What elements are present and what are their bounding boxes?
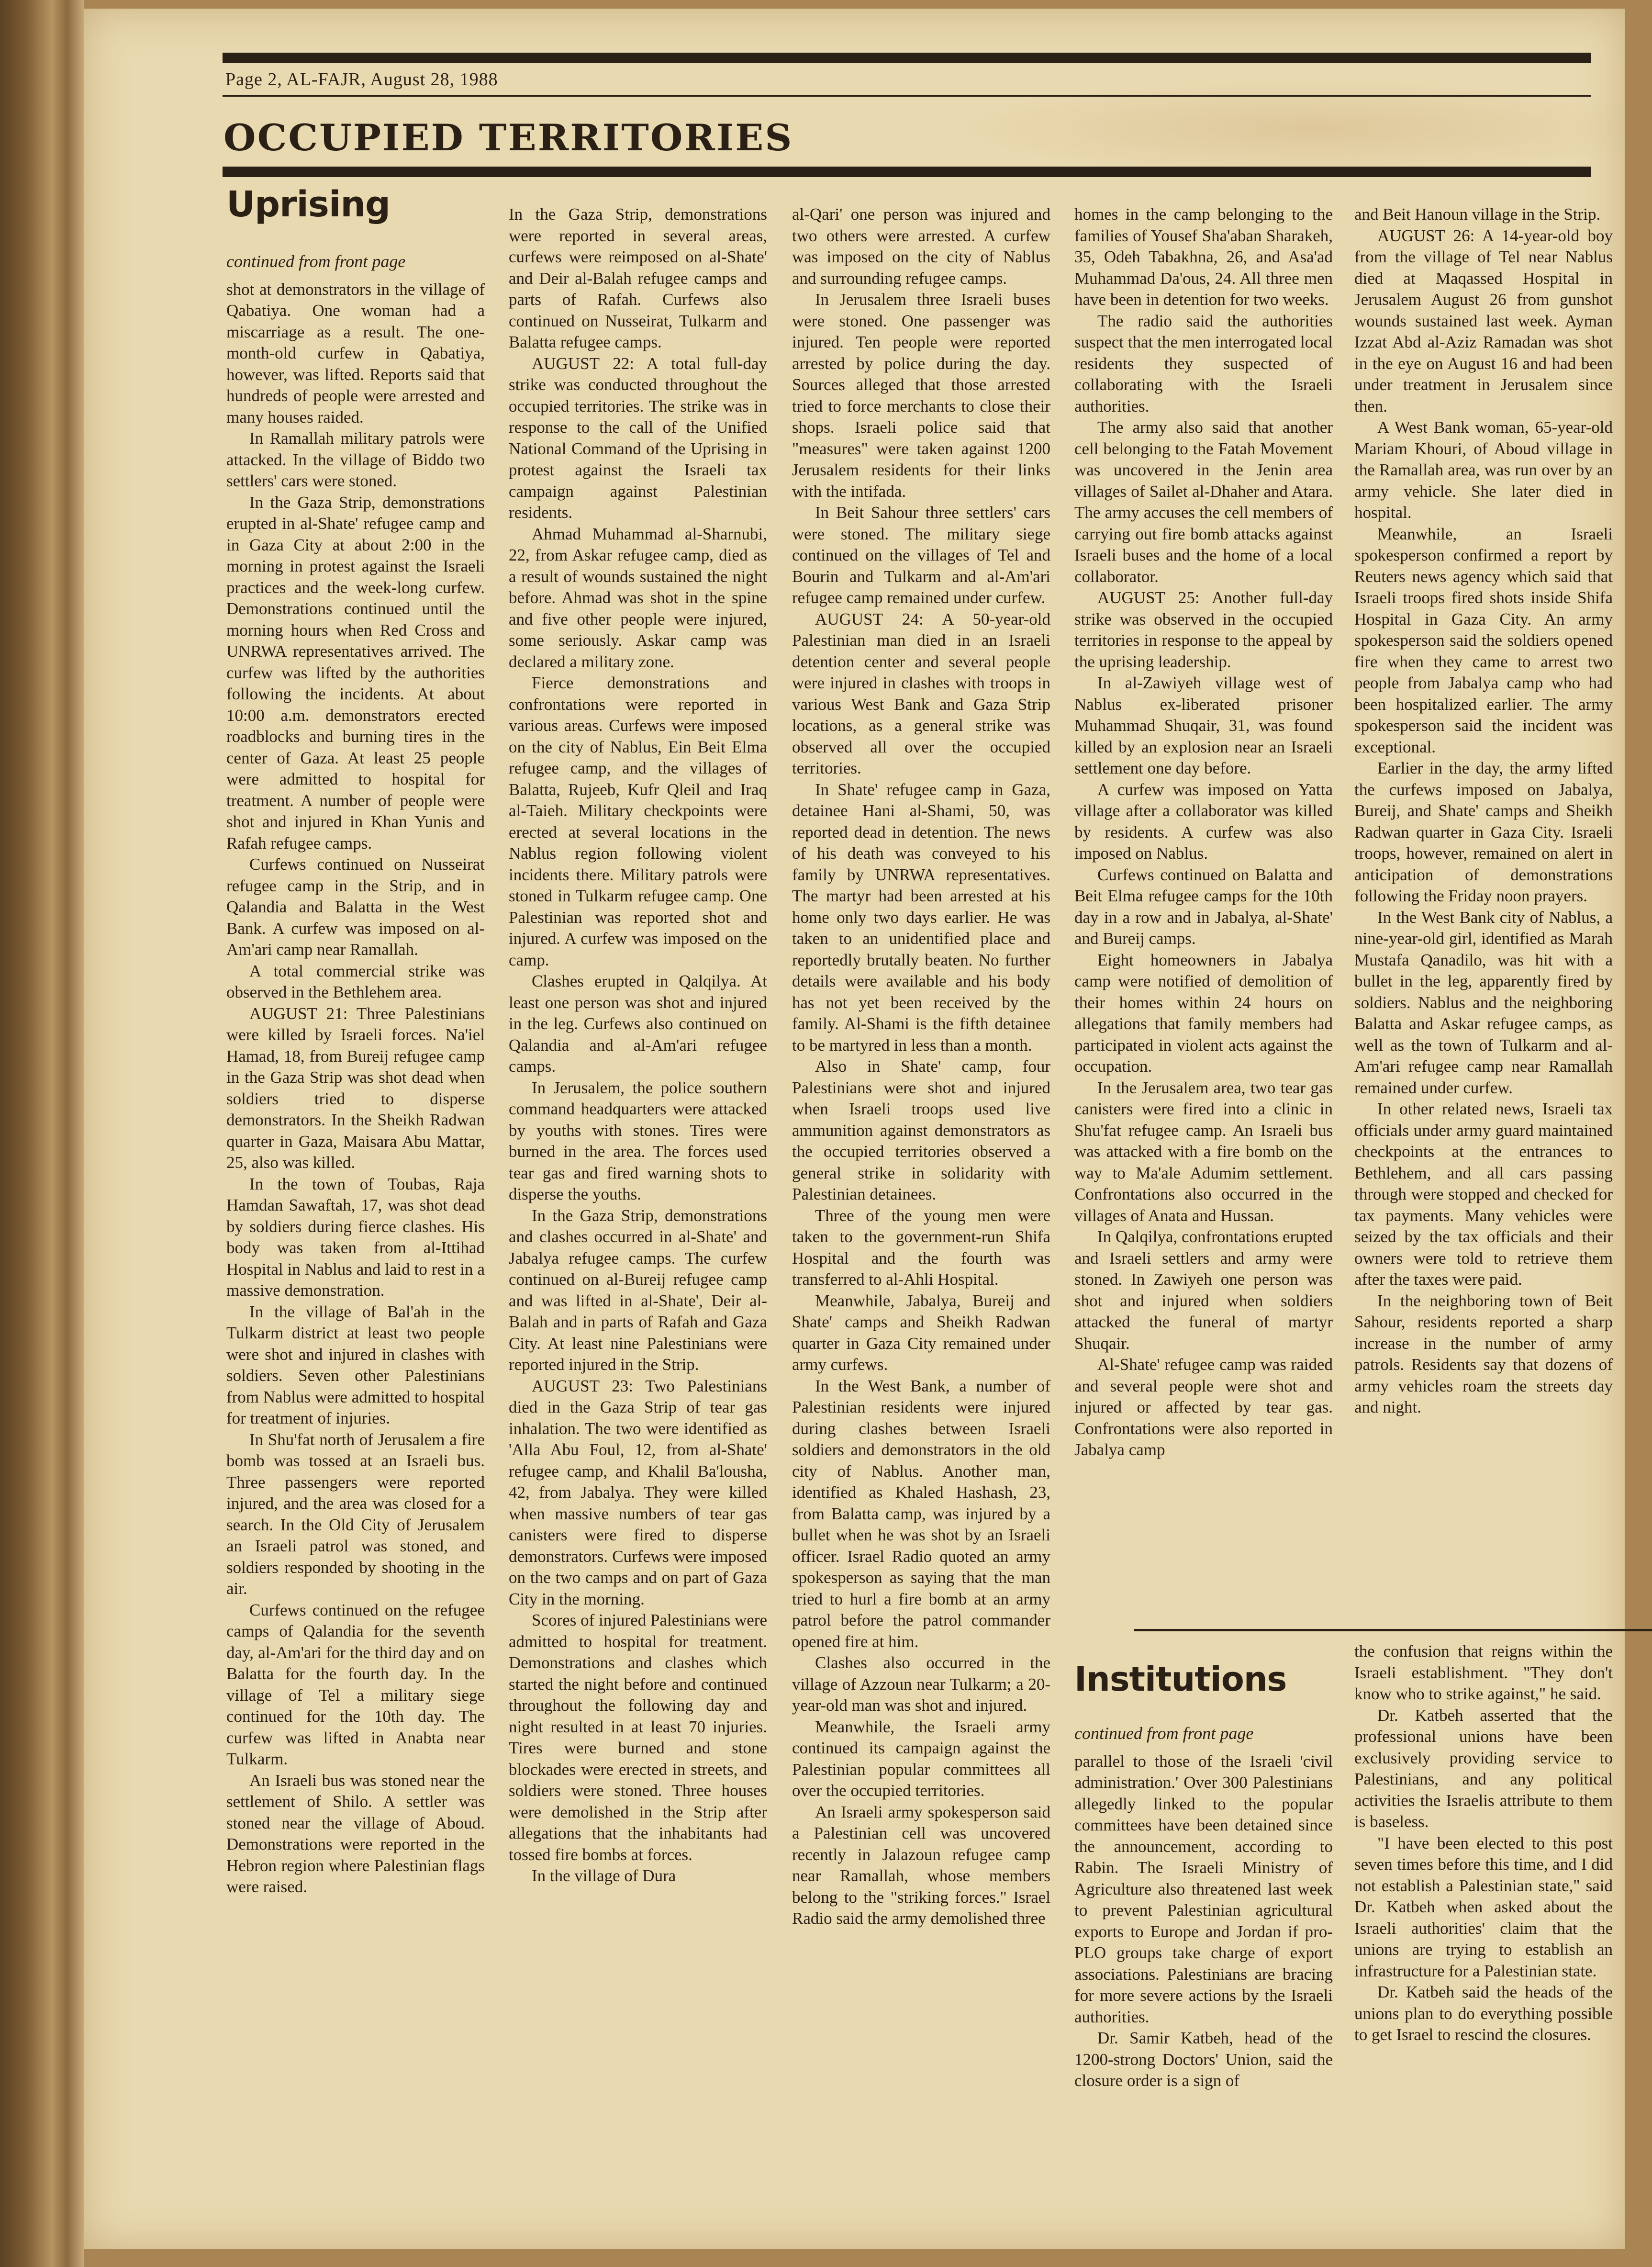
paragraph: In the Gaza Strip, demonstrations and clashes occurred in al-Shate' and Jabalya refugee camps. The curfew continued on al-Bureij refugee camp and was lifted in al-Shate', Deir al-Balah and in parts of Rafah and Gaza City. At least nine Palestinians were reported injured in the Strip. — [509, 1206, 767, 1374]
paragraph: Eight homeowners in Jabalya camp were notified of demolition of their homes within 24 hours on allegations that family members had participated in violent acts against the occupation. — [1074, 950, 1333, 1076]
paragraph: The army also said that another cell belonging to the Fatah Movement was uncovered in the Jenin area villages of Sailet al-Dhaher and Atara. The army accuses the cell members of carrying out fire bomb attacks against Israeli buses and the home of a local collaborator. — [1074, 418, 1333, 586]
paragraph: An Israeli bus was stoned near the settlement of Shilo. A settler was stoned near the village of Aboud. Demonstrations were reported in the Hebron region where Palestinian flags were raised. — [226, 1771, 485, 1896]
paragraph: In the Gaza Strip, demonstrations erupted in al-Shate' refugee camp and in Gaza City at about 2:00 in the morning in protest against the Israeli practices and the week-long curfew. Demonstrations continued until the morning hours when Red Cross and UNRWA representatives arrived. The curfew was lifted by the authorities following the incidents. At about 10:00 a.m. demonstrators erected roadblocks and burning tires in the center of Gaza. At least 25 people were admitted to hospital for treatment. A number of people were shot and injured in Khan Yunis and Rafah refugee camps. — [226, 493, 485, 853]
paragraph: In Jerusalem three Israeli buses were stoned. One passenger was injured. Ten people were reported arrested by police during the day. Sources alleged that those arrested tried to force merchants to close their shops. Israeli police said that "measures" were taken against 1200 Jerusalem residents for their links with the intifada. — [792, 290, 1050, 501]
paragraph: In Beit Sahour three settlers' cars were stoned. The military siege continued on the villages of Tel and Bourin and Tulkarm and al-Am'ari refugee camp remained under curfew. — [792, 503, 1050, 607]
paragraph: In Qalqilya, confrontations erupted and Israeli settlers and army were stoned. In Zawiyeh one person was shot and injured when soldiers attacked the funeral of martyr Shuqair. — [1074, 1227, 1333, 1353]
uprising-column-4 — [1074, 204, 1333, 1640]
institutions-continued-line: continued from front page — [1074, 1724, 1254, 1743]
paragraph: parallel to those of the Israeli 'civil administration.' Over 300 Palestinians allegedly linked to the popular committees have been detained since the announcement, according to Rabin. The Israeli Ministry of Agriculture also threatened last week to prevent Palestinian agricultural exports to Europe and Jordan if pro-PLO groups take charge of export associations. Palestinians are bracing for more severe actions by the Israeli authorities. — [1074, 1751, 1333, 2026]
column-body — [792, 204, 1050, 1930]
paragraph: Meanwhile, an Israeli spokesperson confirmed a report by Reuters news agency which said that Israeli troops fired shots inside Shifa Hospital in Gaza City. An army spokesperson said the soldiers opened fire when they came to arrest two people from Jabalya camp who had been hospitalized earlier. The army spokesperson said the incident was exceptional. — [1354, 524, 1613, 756]
institutions-column-2 — [1354, 1641, 1613, 2172]
paragraph: homes in the camp belonging to the families of Yousef Sha'aban Sharakeh, 35, Odeh Tabakhna, 26, and Asa'ad Muhammad Da'ous, 24. All three men have been in detention for two weeks. — [1074, 205, 1333, 309]
section-rule — [223, 167, 1591, 177]
paragraph: the confusion that reigns within the Israeli establishment. "They don't know who to strike against," he said. — [1354, 1642, 1613, 1703]
paragraph: In Ramallah military patrols were attacked. In the village of Biddo two settlers' cars were stoned. — [226, 429, 485, 490]
paragraph: AUGUST 24: A 50-year-old Palestinian man died in an Israeli detention center and several people were injured in clashes with troops in various West Bank and Gaza Strip locations, as a general strike was observed all over the occupied territories. — [792, 609, 1050, 777]
paragraph: Ahmad Muhammad al-Sharnubi, 22, from Askar refugee camp, died as a result of wounds sustained the night before. Ahmad was shot in the spine and five other people were injured, some seriously. Askar camp was declared a military zone. — [509, 524, 767, 671]
paragraph: Fierce demonstrations and confrontations were reported in various areas. Curfews were imposed on the city of Nablus, Ein Beit Elma refugee camp, and the villages of Balatta, Rujeeb, Kufr Qleil and Iraq al-Taieh. Military checkpoints were erected at several locations in the Nablus region following violent incidents there. Military patrols were stoned in Tulkarm refugee camp. One Palestinian was reported shot and injured. A curfew was imposed on the camp. — [509, 673, 767, 969]
book-binding — [0, 0, 84, 2267]
paragraph: In al-Zawiyeh village west of Nablus ex-liberated prisoner Muhammad Shuqair, 31, was found killed by an explosion near an Israeli settlement one day before. — [1074, 673, 1333, 777]
institutions-divider — [1134, 1629, 1652, 1631]
uprising-column-2 — [509, 204, 767, 2171]
paragraph: In Jerusalem, the police southern command headquarters were attacked by youths with stones. Tires were burned in the area. The forces used tear gas and fired warning shots to disperse the youths. — [509, 1078, 767, 1203]
paragraph: Curfews continued on the refugee camps of Qalandia for the seventh day, al-Am'ari for the third day and on Balatta for the fourth day. In the village of Tel a military siege continued for the 10th day. The curfew was lifted in Anabta near Tulkarm. — [226, 1600, 485, 1768]
uprising-headline: Uprising — [226, 187, 390, 225]
paragraph: The radio said the authorities suspect that the men interrogated local residents they suspected of collaborating with the Israeli authorities. — [1074, 311, 1333, 415]
paragraph: In the neighboring town of Beit Sahour, residents reported a sharp increase in the number of army patrols. Residents say that dozens of army vehicles roam the streets day and night. — [1354, 1291, 1613, 1416]
paragraph: A West Bank woman, 65-year-old Mariam Khouri, of Aboud village in the Ramallah area, was run over by an army vehicle. She later died in hospital. — [1354, 418, 1613, 522]
paragraph: AUGUST 25: Another full-day strike was observed in the occupied territories in response to the appeal by the uprising leadership. — [1074, 588, 1333, 671]
paragraph: Meanwhile, the Israeli army continued its campaign against the Palestinian popular committees all over the occupied territories. — [792, 1717, 1050, 1800]
top-rule — [223, 53, 1591, 63]
paragraph: A curfew was imposed on Yatta village after a collaborator was killed by residents. A curfew was also imposed on Nablus. — [1074, 780, 1333, 863]
institutions-column-1 — [1074, 1662, 1333, 2170]
paragraph: Dr. Samir Katbeh, head of the 1200-strong Doctors' Union, said the closure order is a sign of — [1074, 2029, 1333, 2090]
paragraph: "I have been elected to this post seven times before this time, and I did not establish a Palestinian state," said Dr. Katbeh when asked about the Israeli authorities' claim that the unions are trying to establish an infrastructure for a Palestinian state. — [1354, 1833, 1613, 1980]
paragraph: shot at demonstrators in the village of Qabatiya. One woman had a miscarriage as a result. The one-month-old curfew in Qabatiya, however, was lifted. Reports said that hundreds of people were arrested and many houses raided. — [226, 280, 485, 426]
paragraph: In the Jerusalem area, two tear gas canisters were fired into a clinic in Shu'fat refugee camp. An Israeli bus was attacked with a fire bomb on the way to Ma'ale Adumim settlement. Confrontations also occurred in the villages of Anata and Hussan. — [1074, 1078, 1333, 1225]
paragraph: In other related news, Israeli tax officials under army guard maintained checkpoints at the entrances to Bethlehem, and all cars passing through were stopped and checked for tax payments. Many vehicles were seized by the tax officials and their owners were told to retrieve them after the taxes were paid. — [1354, 1100, 1613, 1289]
paragraph: Al-Shate' refugee camp was raided and several people were shot and injured or affected by tear gas. Confrontations were also reported in Jabalya camp — [1074, 1355, 1333, 1459]
paragraph: al-Qari' one person was injured and two others were arrested. A curfew was imposed on the city of Nablus and surrounding refugee camps. — [792, 205, 1050, 288]
uprising-column-5 — [1354, 204, 1613, 1611]
folio-rule — [223, 95, 1591, 97]
paragraph: AUGUST 22: A total full-day strike was conducted throughout the occupied territories. The strike was in response to the call of the Unified National Command of the Uprising in protest against the Israeli tax campaign against Palestinian residents. — [509, 354, 767, 522]
paragraph: Clashes also occurred in the village of Azzoun near Tulkarm; a 20-year-old man was shot and injured. — [792, 1653, 1050, 1715]
uprising-column-1 — [226, 187, 485, 2168]
paragraph: An Israeli army spokesperson said a Palestinian cell was uncovered recently in Jalazoun refugee camp near Ramallah, whose members belong to the "striking forces." Israel Radio said the army demolished three — [792, 1802, 1050, 1928]
column-body — [1354, 204, 1613, 1418]
paragraph: AUGUST 26: A 14-year-old boy from the village of Tel near Nablus died at Maqassed Hospital in Jerusalem August 26 from gunshot wounds sustained last week. Ayman Izzat Abd al-Aziz Ramadan was shot in the eye on August 16 and had been under treatment in Jerusalem since then. — [1354, 226, 1613, 415]
column-body — [1074, 204, 1333, 1461]
paragraph: In Shu'fat north of Jerusalem a fire bomb was tossed at an Israeli bus. Three passengers were reported injured, and the area was closed for a search. In the Old City of Jerusalem an Israeli patrol was stoned, and soldiers responded by shooting in the air. — [226, 1430, 485, 1598]
paragraph: In Shate' refugee camp in Gaza, detainee Hani al-Shami, 50, was reported dead in detention. The news of his death was conveyed to his family by UNRWA representatives. The martyr had been arrested at his home only two days earlier. He was taken to an unidentified place and reportedly brutally beaten. No further details were available and his body has not yet been received by the family. Al-Shami is the fifth detainee to be martyred in less than a month. — [792, 780, 1050, 1055]
paragraph: Scores of injured Palestinians were admitted to hospital for treatment. Demonstrations and clashes which started the night before and continued throughout the following day and night resulted in at least 70 injuries. Tires were burned and stone blockades were erected in streets, and soldiers were stoned. Three houses were demolished in the Strip after allegations that the inhabitants had tossed fire bombs at forces. — [509, 1611, 767, 1864]
paragraph: Dr. Katbeh asserted that the professional unions have been exclusively providing service to Palestinians, and any political activities the Israelis attribute to them is baseless. — [1354, 1706, 1613, 1831]
paragraph: In the West Bank city of Nablus, a nine-year-old girl, identified as Marah Mustafa Qanadilo, was hit with a bullet in the leg, apparently fired by soldiers. Nablus and the neighboring Balatta and Askar refugee camps, as well as the town of Tulkarm and al-Am'ari refugee camp near Ramallah remained under curfew. — [1354, 908, 1613, 1097]
uprising-continued-line: continued from front page — [226, 252, 406, 271]
column-body — [226, 279, 485, 1898]
column-body — [509, 204, 767, 1887]
paragraph: Three of the young men were taken to the government-run Shifa Hospital and the fourth was transferred to al-Ahli Hospital. — [792, 1206, 1050, 1289]
paragraph: In the town of Toubas, Raja Hamdan Sawaftah, 17, was shot dead by soldiers during fierce clashes. His body was taken from al-Ittihad Hospital in Nablus and laid to rest in a massive demonstration. — [226, 1174, 485, 1300]
paragraph: Earlier in the day, the army lifted the curfews imposed on Jabalya, Bureij, and Shate' camps and Sheikh Radwan quarter in Gaza City. Israeli troops, however, remained on alert in anticipation of demonstrations following the Friday noon prayers. — [1354, 759, 1613, 905]
paragraph: Curfews continued on Balatta and Beit Elma refugee camps for the 10th day in a row and in Jabalya, al-Shate' and Bureij camps. — [1074, 865, 1333, 948]
newspaper-page — [84, 9, 1625, 2249]
paragraph: Meanwhile, Jabalya, Bureij and Shate' camps and Sheikh Radwan quarter in Gaza City remained under army curfews. — [792, 1291, 1050, 1374]
column-body — [1354, 1641, 1613, 2046]
institutions-headline: Institutions — [1074, 1662, 1287, 1699]
paragraph: Curfews continued on Nusseirat refugee camp in the Strip, and in Qalandia and Balatta in the West Bank. A curfew was imposed on al-Am'ari camp near Ramallah. — [226, 855, 485, 959]
paragraph: In the West Bank, a number of Palestinian residents were injured during clashes between Israeli soldiers and demonstrators in the old city of Nablus. Another man, identified as Khaled Hashash, 23, from Balatta camp, was injured by a bullet when he was shot by an Israeli officer. Israel Radio quoted an army spokesperson as saying that the man tried to hurl a fire bomb at an army patrol before the patrol commander opened fire at him. — [792, 1376, 1050, 1651]
paragraph: Dr. Katbeh said the heads of the unions plan to do everything possible to get Israel to rescind the closures. — [1354, 1983, 1613, 2044]
paragraph: AUGUST 23: Two Palestinians died in the Gaza Strip of tear gas inhalation. The two were identified as 'Alla Abu Foul, 12, from al-Shate' refugee camp, and Khalil Ba'lousha, 42, from Jabalya. They were killed when massive numbers of tear gas canisters were fired to disperse demonstrators. Curfews were imposed on the two camps and on part of Gaza City in the morning. — [509, 1376, 767, 1608]
section-title: OCCUPIED TERRITORIES — [223, 116, 793, 159]
paragraph: In the Gaza Strip, demonstrations were reported in several areas, curfews were reimposed on al-Shate' and Deir al-Balah refugee camps and parts of Rafah. Curfews also continued on Nusseirat, Tulkarm and Balatta refugee camps. — [509, 205, 767, 351]
paragraph: Clashes erupted in Qalqilya. At least one person was shot and injured in the leg. Curfews also continued on Qalandia and al-Am'ari refugee camps. — [509, 972, 767, 1076]
paragraph: Also in Shate' camp, four Palestinians were shot and injured when Israeli troops used live ammunition against demonstrators as the occupied territories observed a general strike in solidarity with Palestinian detainees. — [792, 1057, 1050, 1203]
column-body — [1074, 1751, 1333, 2092]
paragraph: In the village of Bal'ah in the Tulkarm district at least two people were shot and injured in clashes with soldiers. Seven other Palestinians from Nablus were admitted to hospital for treatment of injuries. — [226, 1302, 485, 1427]
page-folio: Page 2, AL-FAJR, August 28, 1988 — [225, 69, 498, 90]
paragraph: AUGUST 21: Three Palestinians were killed by Israeli forces. Na'iel Hamad, 18, from Bureij refugee camp in the Gaza Strip was shot dead when soldiers tried to disperse demonstrators. In the Sheikh Radwan quarter in Gaza, Maisara Abu Mattar, 25, also was killed. — [226, 1004, 485, 1172]
paragraph: and Beit Hanoun village in the Strip. — [1354, 205, 1601, 224]
paragraph: A total commercial strike was observed in the Bethlehem area. — [226, 961, 485, 1001]
paragraph: In the village of Dura — [532, 1866, 676, 1885]
uprising-column-3 — [792, 204, 1050, 2171]
